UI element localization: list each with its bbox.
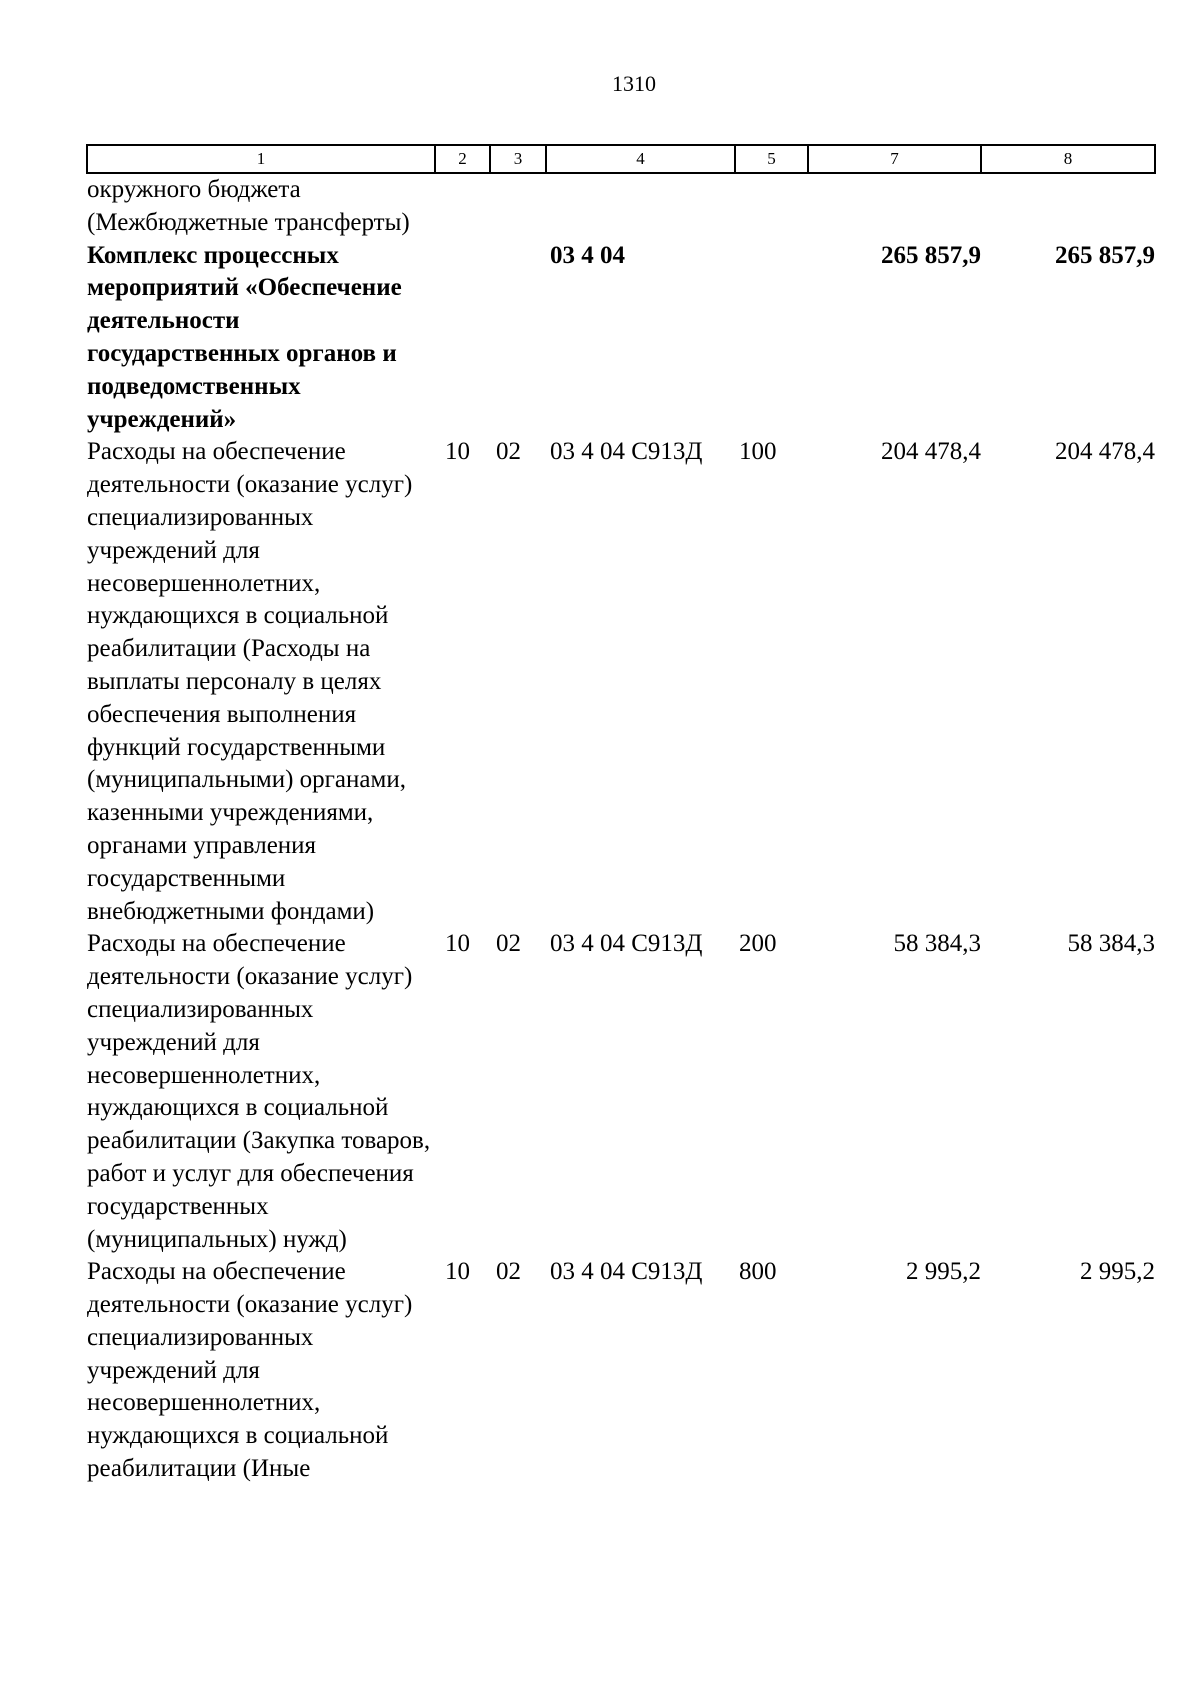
row-section <box>435 240 490 437</box>
row-amount-8: 58 384,3 <box>1067 930 1155 958</box>
row-section <box>435 173 490 240</box>
row-code: 03 4 04 <box>550 241 625 269</box>
row-name: Расходы на обеспечение деятельности (оказание услуг) специализированных учреждений для несовершеннолетних, нуждающихся в социальной реабилитации (Иные <box>87 1258 413 1483</box>
budget-table <box>86 144 1156 1486</box>
column-header-4: 4 <box>546 145 735 173</box>
row-amount-7 <box>808 173 981 240</box>
row-amount-7: 58 384,3 <box>893 930 981 958</box>
row-section: 10 <box>445 438 470 466</box>
row-section: 10 <box>445 1258 470 1286</box>
table-row-program-group <box>87 240 1155 437</box>
row-section: 10 <box>445 930 470 958</box>
row-amount-7: 2 995,2 <box>906 1258 981 1286</box>
row-type <box>735 240 808 437</box>
page-number: 1310 <box>612 71 656 96</box>
column-header-5: 5 <box>735 145 808 173</box>
row-name: Расходы на обеспечение деятельности (оказание услуг) специализированных учреждений для несовершеннолетних, нуждающихся в социальной реабилитации (Закупка товаров, работ и услуг для обеспечения государственных (муниципальных) нужд) <box>87 930 431 1253</box>
row-subsection: 02 <box>496 1258 521 1286</box>
column-header-8: 8 <box>981 145 1155 173</box>
table-row <box>87 173 1155 240</box>
row-name: Комплекс процессных мероприятий «Обеспечение деятельности государственных органов и подведомственных учреждений» <box>87 241 402 433</box>
row-amount-8 <box>981 173 1155 240</box>
row-type: 200 <box>739 930 777 958</box>
table-row <box>87 436 1155 928</box>
column-header-7: 7 <box>808 145 981 173</box>
row-name: Расходы на обеспечение деятельности (оказание услуг) специализированных учреждений для несовершеннолетних, нуждающихся в социальной реабилитации (Расходы на выплаты персоналу в целях обеспечения выполнения функций государственными (муниципальными) органами, казенными учреждениями, органами управления государственными внебюджетными фондами) <box>87 438 413 925</box>
row-amount-7: 265 857,9 <box>881 241 981 269</box>
table-row <box>87 928 1155 1256</box>
row-code: 03 4 04 С913Д <box>550 1258 703 1286</box>
row-subsection <box>490 240 546 437</box>
row-amount-7: 204 478,4 <box>881 438 981 466</box>
row-type <box>735 173 808 240</box>
row-code: 03 4 04 С913Д <box>550 438 703 466</box>
row-amount-8: 2 995,2 <box>1080 1258 1155 1286</box>
row-code: 03 4 04 С913Д <box>550 930 703 958</box>
table-row <box>87 1256 1155 1486</box>
row-amount-8: 204 478,4 <box>1055 438 1155 466</box>
column-header-2: 2 <box>435 145 490 173</box>
row-type: 100 <box>739 438 777 466</box>
column-header-1: 1 <box>87 145 435 173</box>
row-amount-8: 265 857,9 <box>1055 241 1155 269</box>
column-header-3: 3 <box>490 145 546 173</box>
row-type: 800 <box>739 1258 777 1286</box>
table-header-row <box>87 145 1155 173</box>
row-name: окружного бюджета (Межбюджетные трансферты) <box>87 176 410 236</box>
row-subsection: 02 <box>496 438 521 466</box>
row-subsection <box>490 173 546 240</box>
row-subsection: 02 <box>496 930 521 958</box>
row-code <box>546 173 735 240</box>
